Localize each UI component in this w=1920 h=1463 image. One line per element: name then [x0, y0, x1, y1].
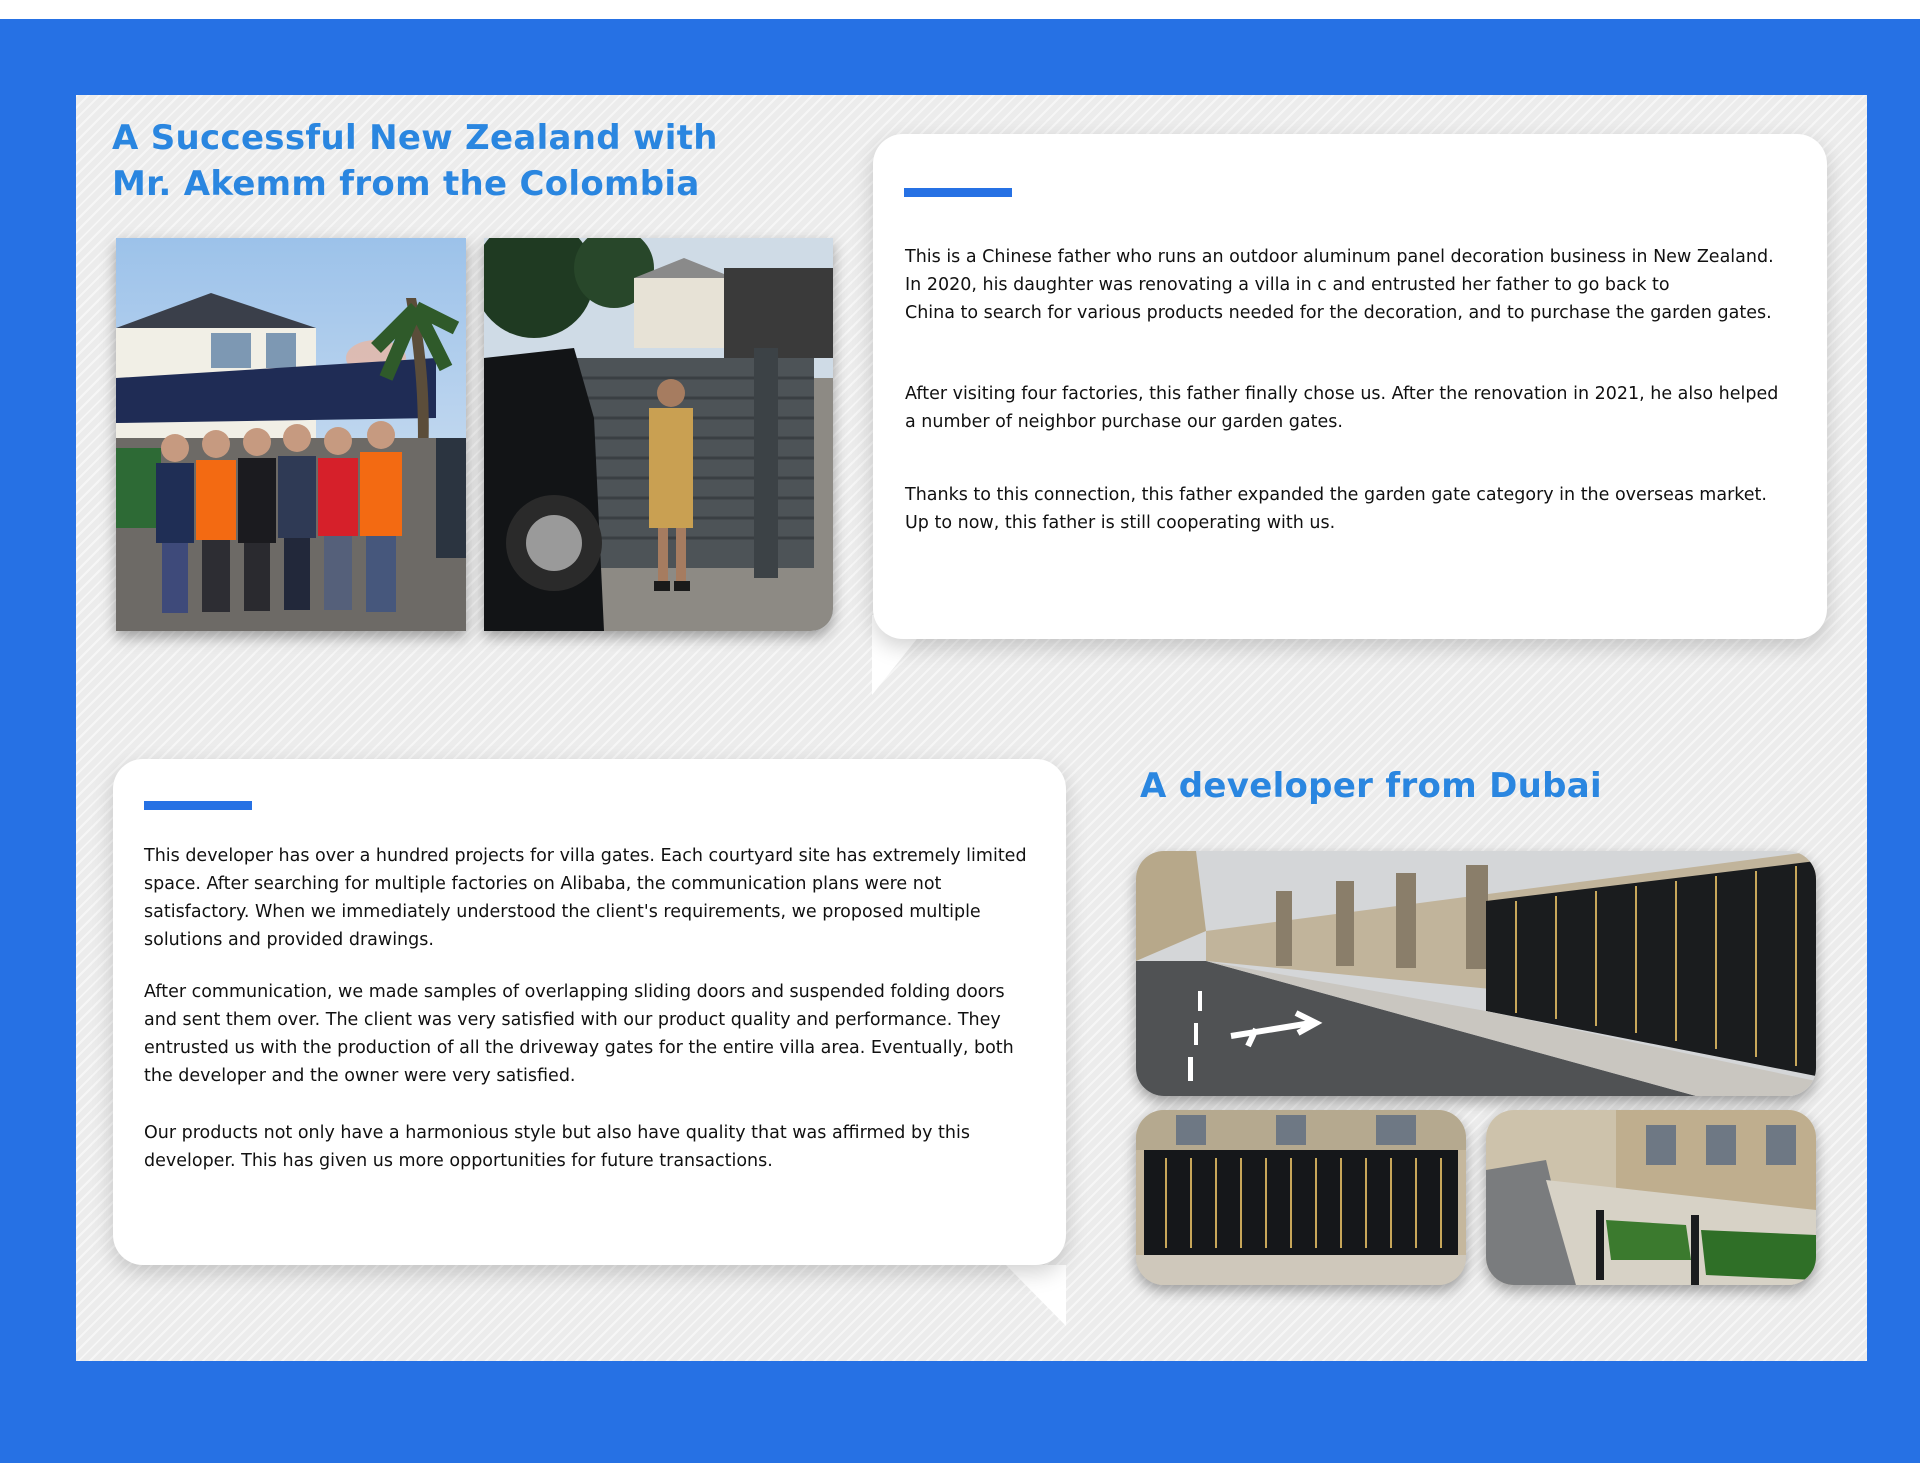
- case1-heading: [112, 115, 718, 207]
- case1-p3-line1: Thanks to this connection, this father expanded the garden gate category in the overseas market.: [905, 485, 1767, 505]
- case2-p2-line4: the developer and the owner were very satisfied.: [144, 1066, 576, 1086]
- case1-paragraph-2: [905, 380, 1778, 436]
- case2-paragraph-2: [144, 978, 1014, 1090]
- dubai-gate-image: [1136, 1110, 1466, 1285]
- content-panel: [76, 95, 1867, 1361]
- case1-heading-line1: A Successful New Zealand with: [112, 118, 718, 158]
- case2-p3-line1: Our products not only have a harmonious style but also have quality that was affirmed by this: [144, 1123, 970, 1143]
- case1-p3-line2: Up to now, this father is still cooperating with us.: [905, 513, 1336, 533]
- case2-speech-bubble: [113, 759, 1066, 1265]
- dubai-gate-photo: [1136, 1110, 1466, 1285]
- case2-heading: A developer from Dubai: [1140, 766, 1602, 806]
- case1-p2-line1: After visiting four factories, this father finally chose us. After the renovation in 2021, he also helped: [905, 384, 1779, 404]
- case2-accent-bar: [144, 801, 252, 810]
- case1-p1-line3: China to search for various products needed for the decoration, and to purchase the garden gates.: [905, 303, 1772, 323]
- group-photo-image: [116, 238, 466, 631]
- case2-p2-line3: entrusted us with the production of all the driveway gates for the entire villa area. Eventually, both: [144, 1038, 1014, 1058]
- dubai-courtyard-photo: [1486, 1110, 1816, 1285]
- case1-speech-bubble: [873, 134, 1827, 639]
- bubble2-tail: [1006, 1265, 1086, 1345]
- case2-p2-line2: and sent them over. The client was very satisfied with our product quality and performance. They: [144, 1010, 1001, 1030]
- gate-photo-image: [484, 238, 833, 631]
- dubai-street-photo: [1136, 851, 1816, 1096]
- case1-p1-line2: In 2020, his daughter was renovating a villa in c and entrusted her father to go back to: [905, 275, 1670, 295]
- case2-paragraph-1: [144, 842, 1027, 954]
- case2-p3-line2: developer. This has given us more opportunities for future transactions.: [144, 1151, 773, 1171]
- case2-p1-line4: solutions and provided drawings.: [144, 930, 434, 950]
- group-photo: [116, 238, 466, 631]
- case1-accent-bar: [904, 188, 1012, 197]
- case2-p2-line1: After communication, we made samples of overlapping sliding doors and suspended folding doors: [144, 982, 1005, 1002]
- case1-p1-line1: This is a Chinese father who runs an outdoor aluminum panel decoration business in New Zealand.: [905, 247, 1774, 267]
- dubai-courtyard-image: [1486, 1110, 1816, 1285]
- case2-p1-line2: space. After searching for multiple factories on Alibaba, the communication plans were not: [144, 874, 942, 894]
- case2-p1-line1: This developer has over a hundred projects for villa gates. Each courtyard site has extremely limited: [144, 846, 1027, 866]
- case1-p2-line2: a number of neighbor purchase our garden gates.: [905, 412, 1343, 432]
- case2-p1-line3: satisfactory. When we immediately understood the client's requirements, we proposed multiple: [144, 902, 981, 922]
- case1-heading-line2: Mr. Akemm from the Colombia: [112, 164, 700, 204]
- dubai-street-image: [1136, 851, 1816, 1096]
- gate-photo: [484, 238, 833, 631]
- case1-paragraph-1: [905, 243, 1774, 327]
- case1-paragraph-3: [905, 481, 1767, 537]
- case2-paragraph-3: [144, 1119, 970, 1175]
